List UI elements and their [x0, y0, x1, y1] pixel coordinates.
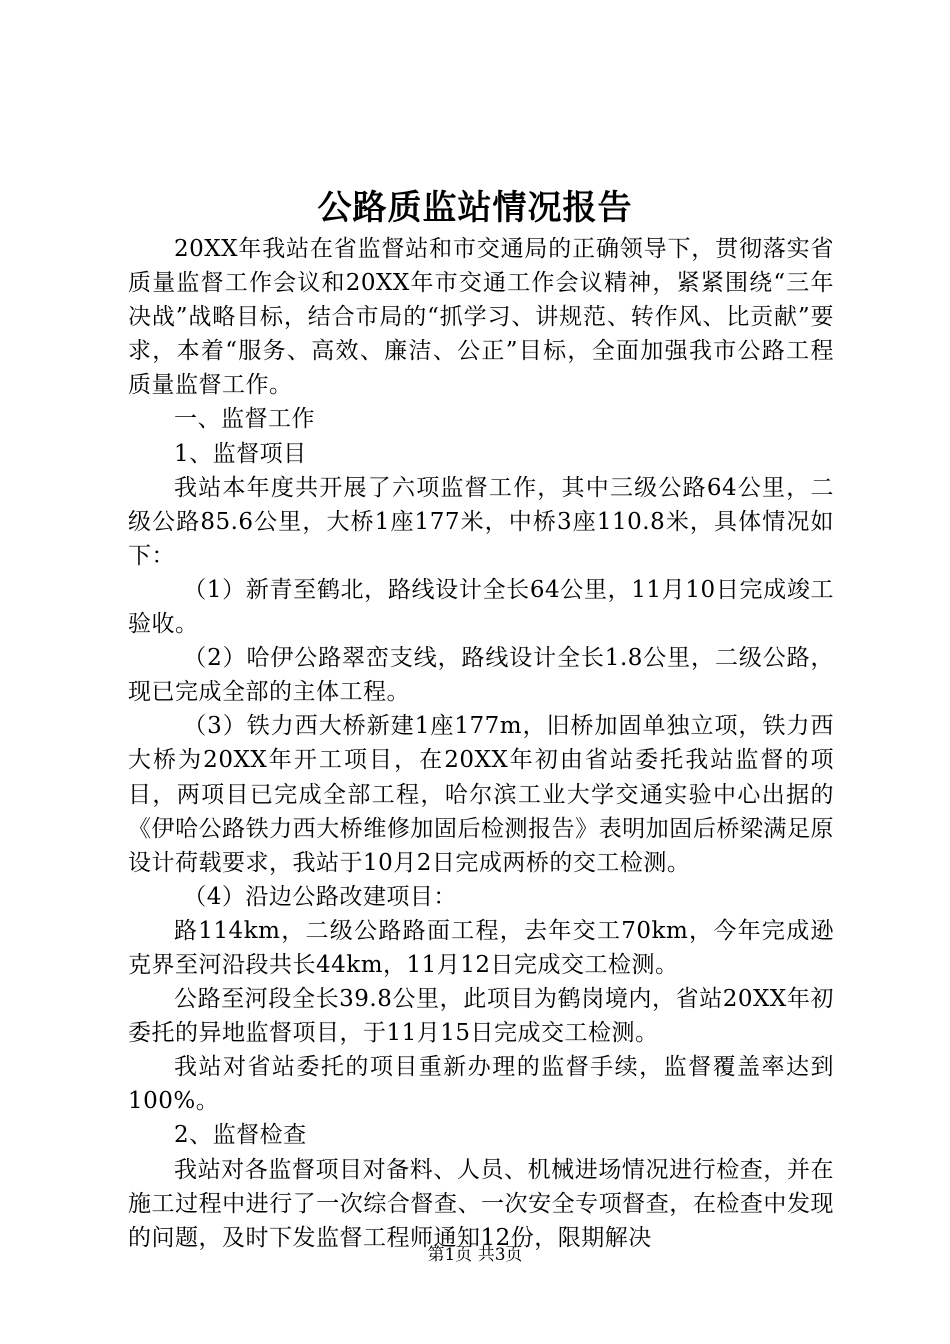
list-item-project-4: （4）沿边公路改建项目： [183, 883, 457, 910]
page-number-footer: 第1页 共3页 [427, 1245, 523, 1265]
paragraph-road-39-8km: 公路至河段全长39.8公里，此项目为鹤岗境内，省站20XX年初委托的异地监督项目，于11月15日完成交工检测。 [128, 986, 834, 1047]
subsection-heading-supervision-inspection: 2、监督检查 [174, 1122, 307, 1149]
paragraph-inspection: 我站对各监督项目对备料、人员、机械进场情况进行检查，并在施工过程中进行了一次综合督查、一次安全专项督查，在检查中发现的问题，及时下发监督工程师通知12份，限期解决 [128, 1156, 834, 1251]
paragraph-intro: 20XX年我站在省监督站和市交通局的正确领导下，贯彻落实省质量监督工作会议和20XX年市交通工作会议精神，紧紧围绕“三年决战”战略目标，结合市局的“抓学习、讲规范、转作风、比贡献”要求，本着“服务、高效、廉洁、公正”目标，全面加强我市公路工程质量监督工作。 [128, 236, 834, 399]
subsection-heading-supervision-projects: 1、监督项目 [174, 440, 307, 467]
paragraph-coverage-rate: 我站对省站委托的项目重新办理的监督手续，监督覆盖率达到100%。 [128, 1054, 834, 1115]
list-item-project-2: （2）哈伊公路翠峦支线，路线设计全长1.8公里，二级公路，现已完成全部的主体工程。 [128, 645, 834, 706]
section-heading-supervision-work: 一、监督工作 [174, 406, 315, 433]
document-body [128, 232, 834, 1255]
list-item-project-3: （3）铁力西大桥新建1座177m，旧桥加固单独立项，铁力西大桥为20XX年开工项目，在20XX年初由省站委托我站监督的项目，两项目已完成全部工程，哈尔滨工业大学交通实验中心出据的《伊哈公路铁力西大桥维修加固后检测报告》表明加固后桥梁满足原设计荷载要求，我站于10月2日完成两桥的交工检测。 [128, 713, 834, 876]
paragraph-projects-summary: 我站本年度共开展了六项监督工作，其中三级公路64公里，二级公路85.6公里，大桥1座177米，中桥3座110.8米，具体情况如下： [128, 474, 834, 569]
list-item-project-1: （1）新青至鹤北，路线设计全长64公里，11月10日完成竣工验收。 [128, 576, 834, 638]
paragraph-road-114km: 路114km，二级公路路面工程，去年交工70km，今年完成逊克界至河沿段共长44km，11月12日完成交工检测。 [128, 917, 834, 978]
document-title: 公路质监站情况报告 [317, 188, 633, 228]
